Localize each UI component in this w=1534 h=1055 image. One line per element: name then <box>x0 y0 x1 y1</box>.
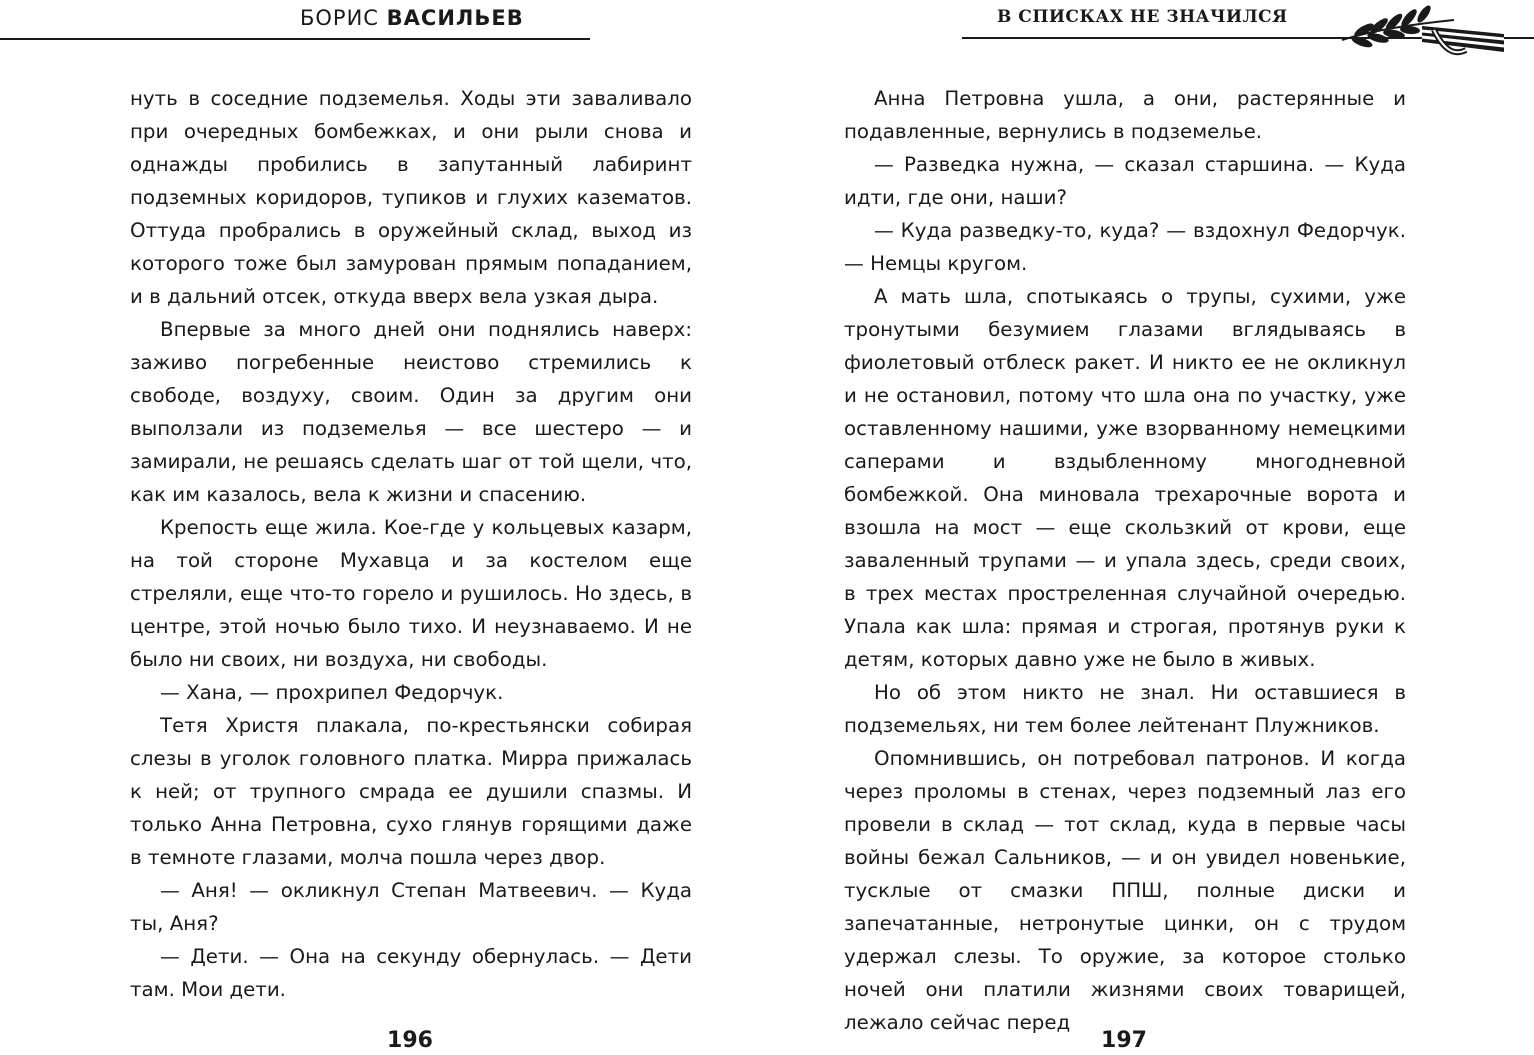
paragraph: — Разведка нужна, — сказал старшина. — Куда идти, где они, наши? <box>844 153 1406 209</box>
paragraph: А мать шла, спотыкаясь о трупы, сухими, уже тронутыми безумием глазами вглядываясь в фиолетовый отблеск ракет. И никто ее не окликнул и не остановил, потому что шла она по участку, уже оставленному нашими, уже взорванному немецкими саперами и вздыбленному многодневной бомбежкой. Она миновала трехарочные ворота и взошла на мост — еще скользкий от крови, еще заваленный трупами — и упала здесь, среди своих, в трех местах простреленная случайной очередью. Упала как шла: прямая и строгая, протянув руки к детям, которых давно уже не было в живых. <box>844 285 1406 671</box>
paragraph: нуть в соседние подземелья. Ходы эти заваливало при очередных бомбежках, и они рыли снова и однажды пробились в запутанный лабиринт подземных коридоров, тупиков и глухих казематов. Оттуда пробрались в оружейный склад, выход из которого тоже был замурован прямым попаданием, и в дальний отсек, откуда вверх вела узкая дыра. <box>130 87 692 308</box>
author-last-name: ВАСИЛЬЕВ <box>386 6 524 30</box>
header-rule <box>0 38 590 40</box>
paragraph: Крепость еще жила. Кое-где у кольцевых казарм, на той стороне Мухавца и за костелом еще стреляли, еще что-то горело и рушилось. Но здесь, в центре, этой ночью было тихо. И неузнаваемо. И не было ни своих, ни воздуха, ни свободы. <box>130 516 692 671</box>
paragraph: Но об этом никто не знал. Ни оставшиеся в подземельях, ни тем более лейтенант Плужников. <box>844 681 1406 737</box>
paragraph: Впервые за много дней они поднялись наверх: заживо погребенные неистово стремились к свободе, воздуху, своим. Один за другим они выползали из подземелья — все шестеро — и замирали, не решаясь сделать шаг от той щели, что, как им казалось, вела к жизни и спасению. <box>130 318 692 506</box>
body-text <box>844 82 1406 1039</box>
paragraph: Анна Петровна ушла, а они, растерянные и подавленные, вернулись в подземелье. <box>844 87 1406 143</box>
page-number: 196 <box>387 1028 433 1053</box>
paragraph: Опомнившись, он потребовал патронов. И когда через проломы в стенах, через подземный лаз его провели в склад — тот склад, куда в первые часы войны бежал Сальников, — и он увидел новенькие, тусклые от смазки ППШ, полные диски и запечатанные, нетронутые цинки, он с трудом удержал слезы. То оружие, за которое столько ночей они платили жизнями своих товарищей, лежало сейчас перед <box>844 747 1406 1034</box>
paragraph: — Аня! — окликнул Степан Матвеевич. — Куда ты, Аня? <box>130 879 692 935</box>
laurel-ribbon-icon <box>1334 0 1509 58</box>
running-header-title: В СПИСКАХ НЕ ЗНАЧИЛСЯ <box>997 7 1288 27</box>
author-first-name: БОРИС <box>300 6 379 30</box>
paragraph: Тетя Христя плакала, по-крестьянски собирая слезы в уголок головного платка. Мирра прижалась к ней; от трупного смрада ее душили спазмы. И только Анна Петровна, сухо глянув горящими даже в темноте глазами, молча пошла через двор. <box>130 714 692 869</box>
paragraph: — Куда разведку-то, куда? — вздохнул Федорчук. — Немцы кругом. <box>844 219 1406 275</box>
running-header-author <box>300 6 540 30</box>
paragraph: — Дети. — Она на секунду обернулась. — Дети там. Мои дети. <box>130 945 692 1001</box>
body-text <box>130 82 692 1006</box>
page-number: 197 <box>1101 1028 1147 1053</box>
right-page <box>767 0 1534 1055</box>
paragraph: — Хана, — прохрипел Федорчук. <box>160 681 504 704</box>
